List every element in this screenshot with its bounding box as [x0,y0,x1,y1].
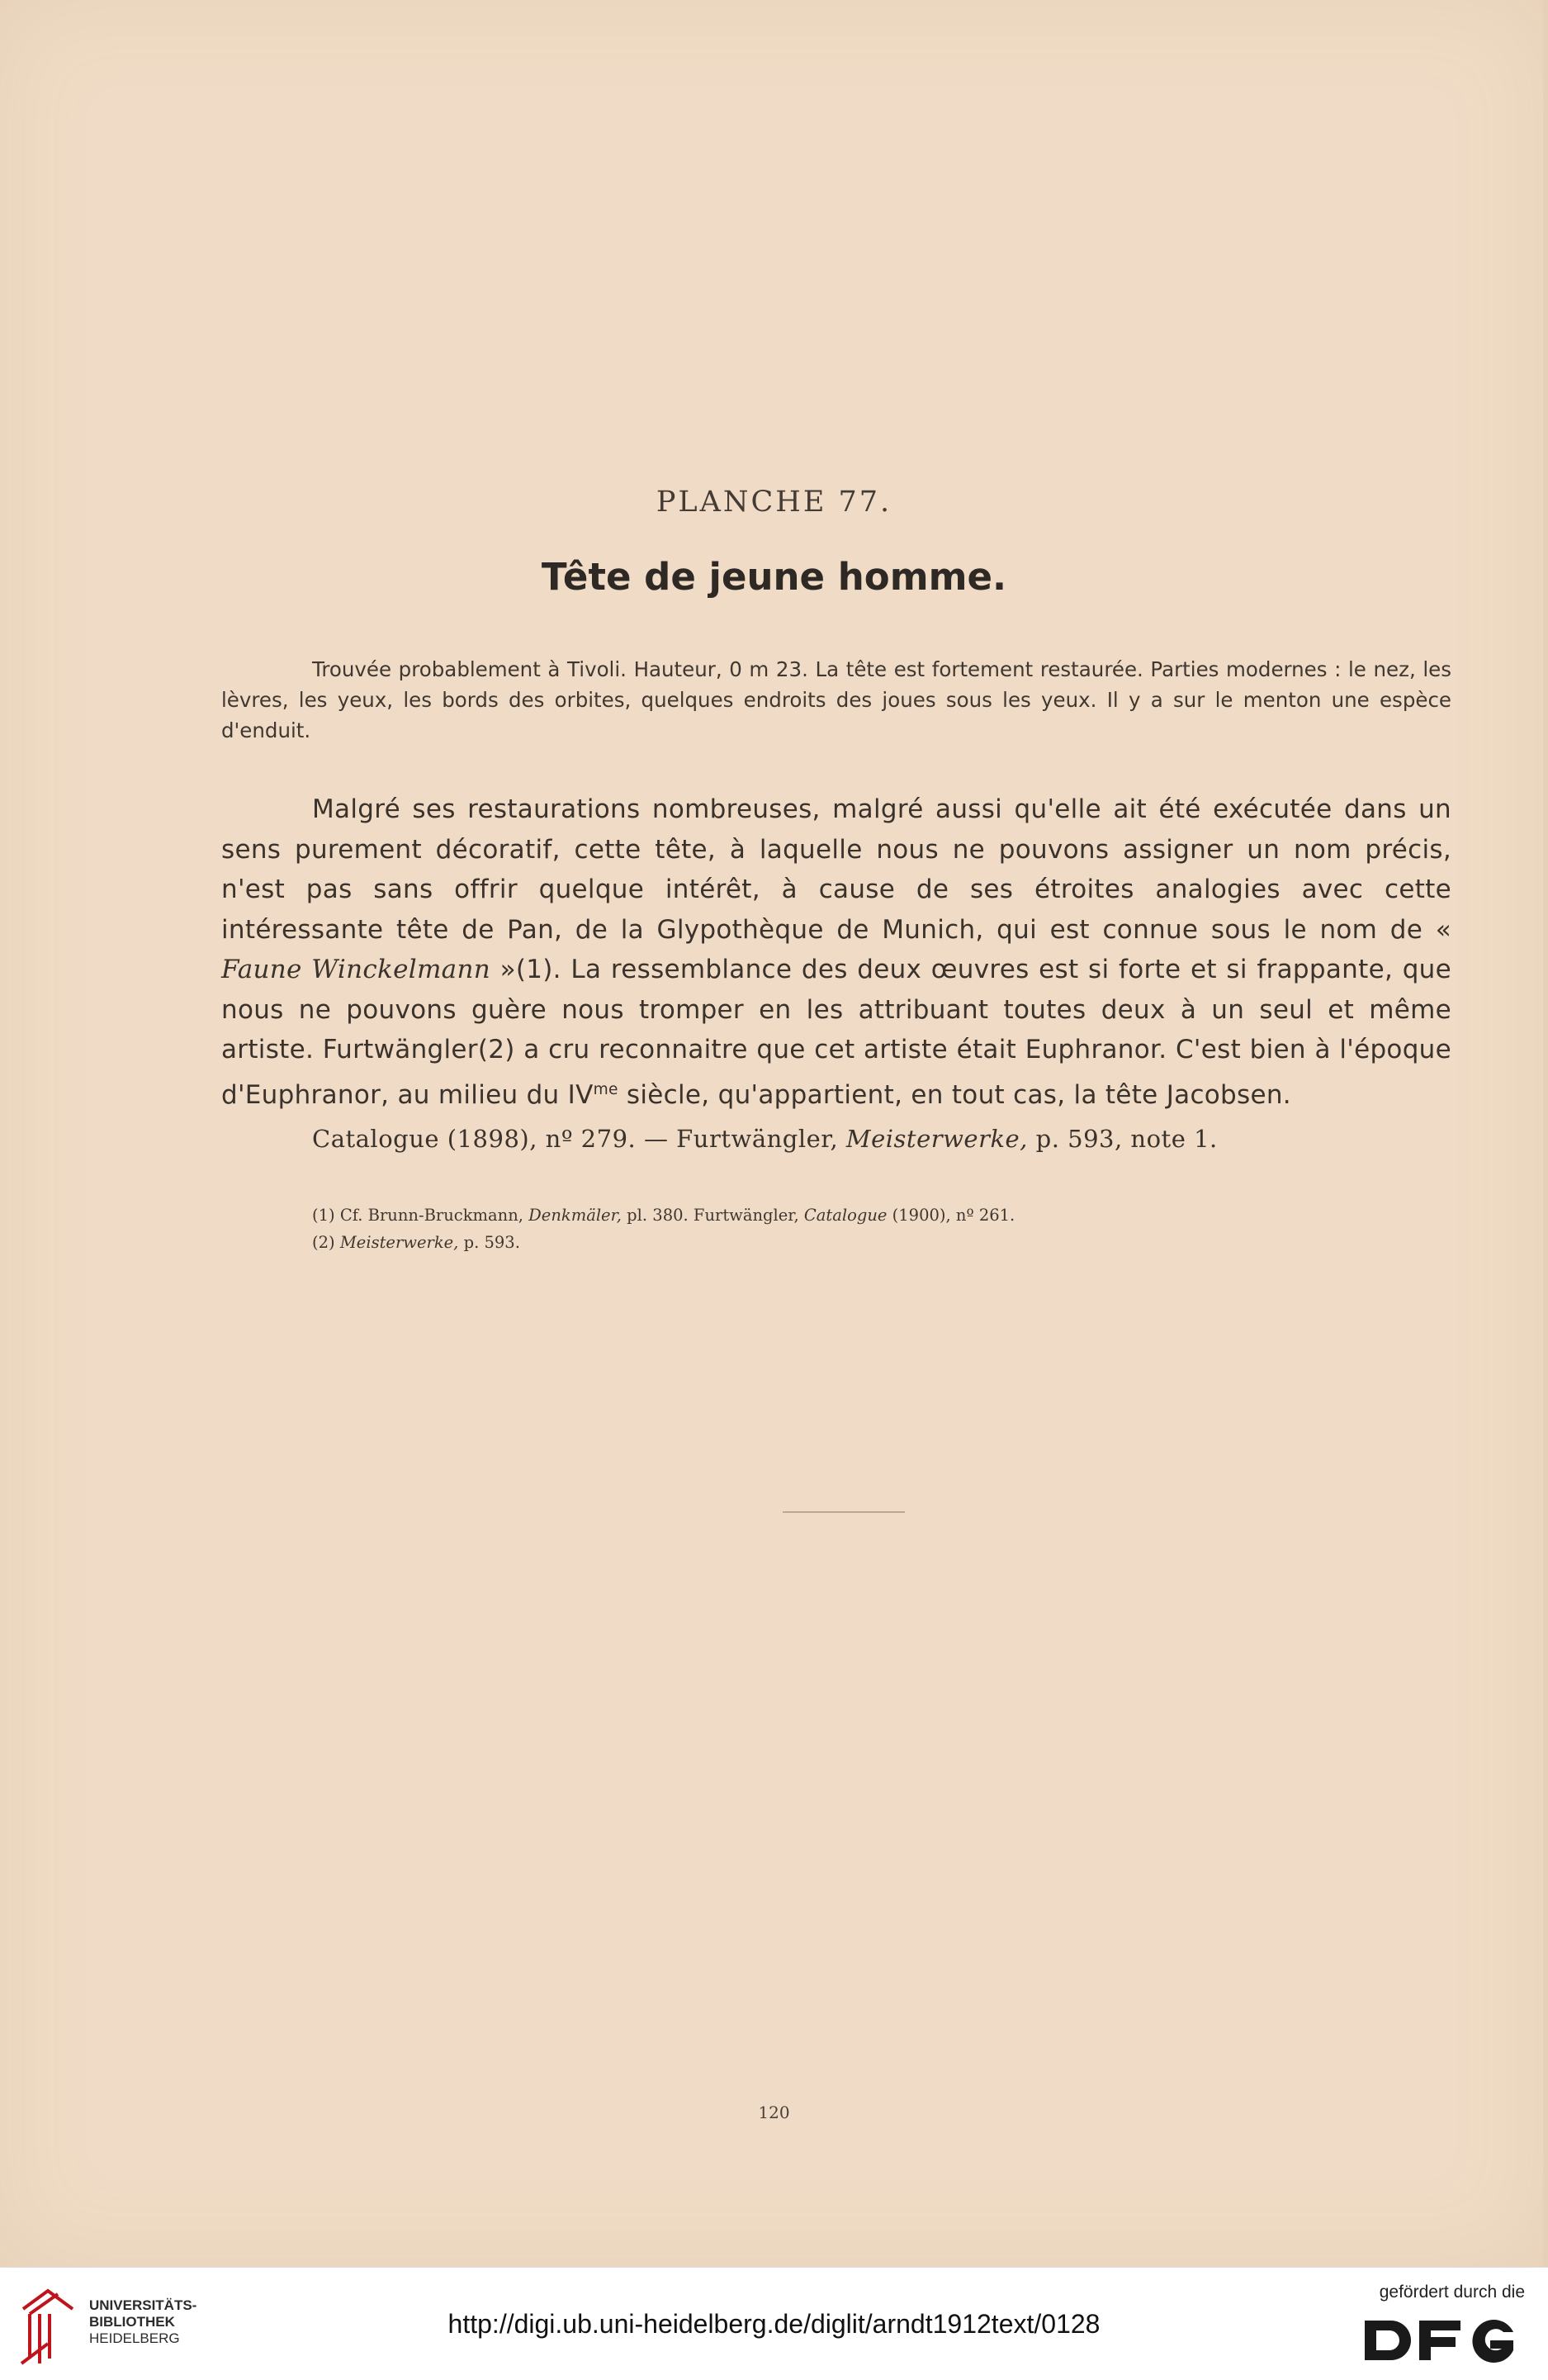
digitization-footer [0,2267,1548,2380]
faune-reference: Faune Winckelmann [221,955,490,984]
page-title: Tête de jeune homme. [541,555,1007,599]
catalog-reference: Catalogue (1898), nº 279. — Furtwängler, Meisterwerke, p. 593, note 1. [312,1125,1218,1153]
permalink-url[interactable]: http://digi.ub.uni-heidelberg.de/diglit/arndt1912text/0128 [447,2309,1101,2339]
page-number: 120 [758,2103,790,2122]
body-paragraph: Malgré ses restaurations nombreuses, malgré aussi qu'elle ait été exécutée dans un sens purement décoratif, cette tête, à laquelle nous ne pouvons assigner un nom précis, n'est pas sans offrir quelque intérêt, à cause de ses étroites analogies avec cette intéressante tête de Pan, de la Glypothèque de Munich, qui est connue sous le nom de « Faune Winckelmann »(1). La ressemblance des deux œuvres est si forte et si frappante, que nous ne pouvons guère nous tromper en les attribuant toutes deux à un seul et même artiste. Furtwängler(2) a cru reconnaitre que cet artiste était Euphranor. C'est bien à l'époque d'Euphranor, au milieu du $IV^{me}$ siècle, qu'appartient, en tout cas, la tête Jacobsen. [221,794,1452,1110]
object-description: Trouvée probablement à Tivoli. Hauteur, 0 m 23. La tête est fortement restaurée. Parties modernes : le nez, les lèvres, les yeux, les bords des orbites, quelques endroits des joues sous les yeux. Il y a sur le menton une espèce d'enduit. [221,657,1451,742]
library-name: UNIVERSITÄTS- BIBLIOTHEK HEIDELBERG [89,2297,197,2346]
plate-label: PLANCHE 77. [656,486,892,519]
century-superscript: me [593,1080,618,1098]
footnotes [312,1202,1451,1256]
footnote-2: (2) Meisterwerke, p. 593. [312,1233,520,1252]
funding-label: gefördert durch die [1379,2283,1525,2302]
dfg-logo-icon [1358,2314,1523,2367]
divider-rule [783,1511,905,1513]
footnote-1: (1) Cf. Brunn-Bruckmann, Denkmäler, pl. 380. Furtwängler, Catalogue (1900), nº 261. [312,1206,1015,1225]
